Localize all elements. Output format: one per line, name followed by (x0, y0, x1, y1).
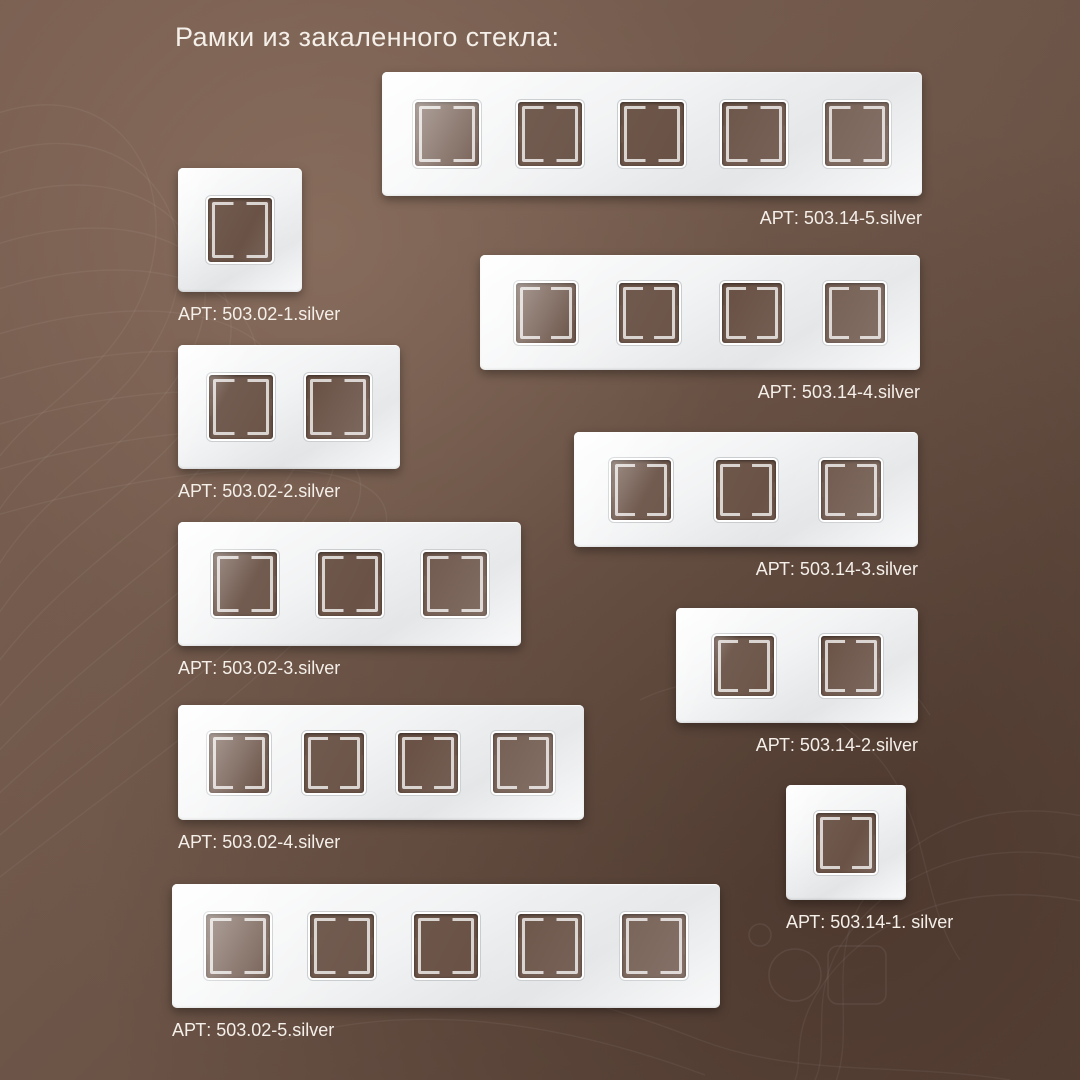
aperture-notch-left (311, 938, 314, 955)
frame-aperture (306, 375, 370, 439)
aperture-notch-right (378, 576, 381, 593)
product-article-caption: АРТ: 503.14-5.silver (759, 208, 922, 228)
product-article-caption: АРТ: 503.14-4.silver (757, 382, 920, 402)
aperture-notch-left (415, 938, 418, 955)
aperture-notch-right (578, 126, 581, 143)
aperture-claw-ring (310, 379, 366, 435)
aperture-claw-ring (522, 106, 578, 162)
aperture-notch-right (360, 755, 363, 771)
aperture-notch-right (675, 305, 678, 321)
product-article-caption: АРТ: 503.02-3.silver (178, 658, 341, 678)
aperture-notch-right (667, 482, 670, 498)
aperture-claw-ring (308, 737, 360, 789)
aperture-notch-right (877, 482, 880, 498)
aperture-claw-ring (726, 106, 782, 162)
frame-4-post (480, 255, 920, 370)
aperture-notch-right (269, 399, 272, 416)
product-article-caption: АРТ: 503.14-2.silver (755, 735, 918, 755)
product-item (382, 72, 922, 229)
page-title: Рамки из закаленного стекла: (175, 22, 560, 52)
frame-aperture (398, 733, 458, 793)
aperture-notch-right (872, 835, 875, 851)
aperture-notch-right (682, 938, 685, 955)
frame-aperture (714, 636, 774, 696)
aperture-notch-right (266, 938, 269, 955)
aperture-notch-right (366, 399, 369, 416)
product-item (172, 884, 720, 1041)
aperture-notch-right (680, 126, 683, 143)
frame-1-post (178, 168, 302, 292)
aperture-notch-left (319, 576, 322, 593)
frame-1-post (786, 785, 906, 900)
frame-3-post (574, 432, 918, 547)
aperture-notch-right (885, 126, 888, 143)
frame-aperture (209, 375, 273, 439)
aperture-notch-left (623, 938, 626, 955)
frame-aperture (415, 102, 479, 166)
aperture-claw-ring (210, 918, 266, 974)
aperture-notch-left (822, 658, 825, 674)
aperture-claw-ring (497, 737, 549, 789)
product-article-caption: АРТ: 503.02-1.silver (178, 304, 341, 324)
frame-aperture (821, 636, 881, 696)
frame-aperture (825, 283, 885, 343)
aperture-claw-ring (520, 287, 572, 339)
aperture-notch-right (578, 938, 581, 955)
frame-aperture (722, 283, 782, 343)
aperture-claw-ring (427, 556, 483, 612)
aperture-notch-left (621, 126, 624, 143)
aperture-claw-ring (419, 106, 475, 162)
frame-4-post (178, 705, 584, 820)
aperture-notch-left (822, 482, 825, 498)
product-item (178, 168, 340, 325)
frame-5-post (172, 884, 720, 1008)
aperture-notch-right (483, 576, 486, 593)
frame-aperture (209, 733, 269, 793)
aperture-claw-ring (418, 918, 474, 974)
aperture-notch-right (273, 576, 276, 593)
frame-aperture (716, 460, 776, 520)
aperture-notch-left (723, 126, 726, 143)
aperture-notch-left (307, 399, 310, 416)
frame-aperture (414, 914, 478, 978)
aperture-notch-left (209, 222, 212, 239)
aperture-claw-ring (624, 106, 680, 162)
aperture-notch-right (474, 938, 477, 955)
aperture-claw-ring (726, 287, 778, 339)
aperture-notch-right (877, 658, 880, 674)
aperture-claw-ring (217, 556, 273, 612)
aperture-notch-left (210, 399, 213, 416)
frame-aperture (516, 283, 576, 343)
aperture-notch-right (454, 755, 457, 771)
frame-5-post (382, 72, 922, 196)
aperture-notch-right (475, 126, 478, 143)
aperture-notch-left (207, 938, 210, 955)
frame-aperture (423, 552, 487, 616)
product-item (178, 522, 521, 679)
aperture-claw-ring (720, 464, 772, 516)
frame-aperture (619, 283, 679, 343)
frame-aperture (825, 102, 889, 166)
aperture-claw-ring (829, 287, 881, 339)
aperture-notch-left (424, 576, 427, 593)
aperture-notch-left (717, 482, 720, 498)
product-article-caption: АРТ: 503.02-4.silver (178, 832, 341, 852)
aperture-notch-left (517, 305, 520, 321)
aperture-notch-right (770, 658, 773, 674)
aperture-notch-left (214, 576, 217, 593)
aperture-notch-left (723, 305, 726, 321)
frame-aperture (208, 198, 272, 262)
product-item (178, 345, 400, 502)
aperture-claw-ring (718, 640, 770, 692)
aperture-notch-left (715, 658, 718, 674)
aperture-notch-right (268, 222, 271, 239)
aperture-notch-right (881, 305, 884, 321)
aperture-claw-ring (626, 918, 682, 974)
frame-aperture (493, 733, 553, 793)
aperture-notch-left (826, 126, 829, 143)
frame-aperture (816, 813, 876, 873)
aperture-claw-ring (623, 287, 675, 339)
product-item (786, 785, 953, 933)
aperture-notch-left (817, 835, 820, 851)
aperture-notch-left (826, 305, 829, 321)
aperture-claw-ring (825, 640, 877, 692)
aperture-claw-ring (522, 918, 578, 974)
aperture-notch-left (210, 755, 213, 771)
frame-aperture (722, 102, 786, 166)
aperture-notch-left (620, 305, 623, 321)
aperture-claw-ring (314, 918, 370, 974)
frame-aperture (304, 733, 364, 793)
aperture-notch-left (416, 126, 419, 143)
frame-aperture (821, 460, 881, 520)
frame-2-post (178, 345, 400, 469)
product-article-caption: АРТ: 503.02-2.silver (178, 481, 341, 501)
frame-aperture (611, 460, 671, 520)
frame-aperture (620, 102, 684, 166)
frame-aperture (213, 552, 277, 616)
aperture-claw-ring (213, 737, 265, 789)
aperture-claw-ring (820, 817, 872, 869)
aperture-claw-ring (402, 737, 454, 789)
frame-aperture (318, 552, 382, 616)
aperture-notch-right (572, 305, 575, 321)
product-article-caption: АРТ: 503.14-1. silver (786, 912, 954, 932)
aperture-claw-ring (829, 106, 885, 162)
product-item (574, 432, 918, 580)
frame-aperture (206, 914, 270, 978)
product-item (676, 608, 918, 756)
aperture-notch-left (305, 755, 308, 771)
aperture-notch-right (782, 126, 785, 143)
aperture-notch-right (778, 305, 781, 321)
aperture-notch-left (519, 938, 522, 955)
product-article-caption: АРТ: 503.14-3.silver (755, 559, 918, 579)
frame-aperture (622, 914, 686, 978)
aperture-notch-right (265, 755, 268, 771)
frame-3-post (178, 522, 521, 646)
aperture-claw-ring (322, 556, 378, 612)
frame-2-post (676, 608, 918, 723)
aperture-claw-ring (212, 202, 268, 258)
product-article-caption: АРТ: 503.02-5.silver (172, 1020, 335, 1040)
frame-aperture (310, 914, 374, 978)
aperture-notch-left (494, 755, 497, 771)
aperture-claw-ring (615, 464, 667, 516)
aperture-notch-right (772, 482, 775, 498)
product-item (480, 255, 920, 403)
aperture-notch-left (519, 126, 522, 143)
aperture-claw-ring (213, 379, 269, 435)
aperture-claw-ring (825, 464, 877, 516)
aperture-notch-right (370, 938, 373, 955)
aperture-notch-left (399, 755, 402, 771)
aperture-notch-right (549, 755, 552, 771)
frame-aperture (518, 914, 582, 978)
product-item (178, 705, 584, 853)
frame-aperture (518, 102, 582, 166)
aperture-notch-left (612, 482, 615, 498)
